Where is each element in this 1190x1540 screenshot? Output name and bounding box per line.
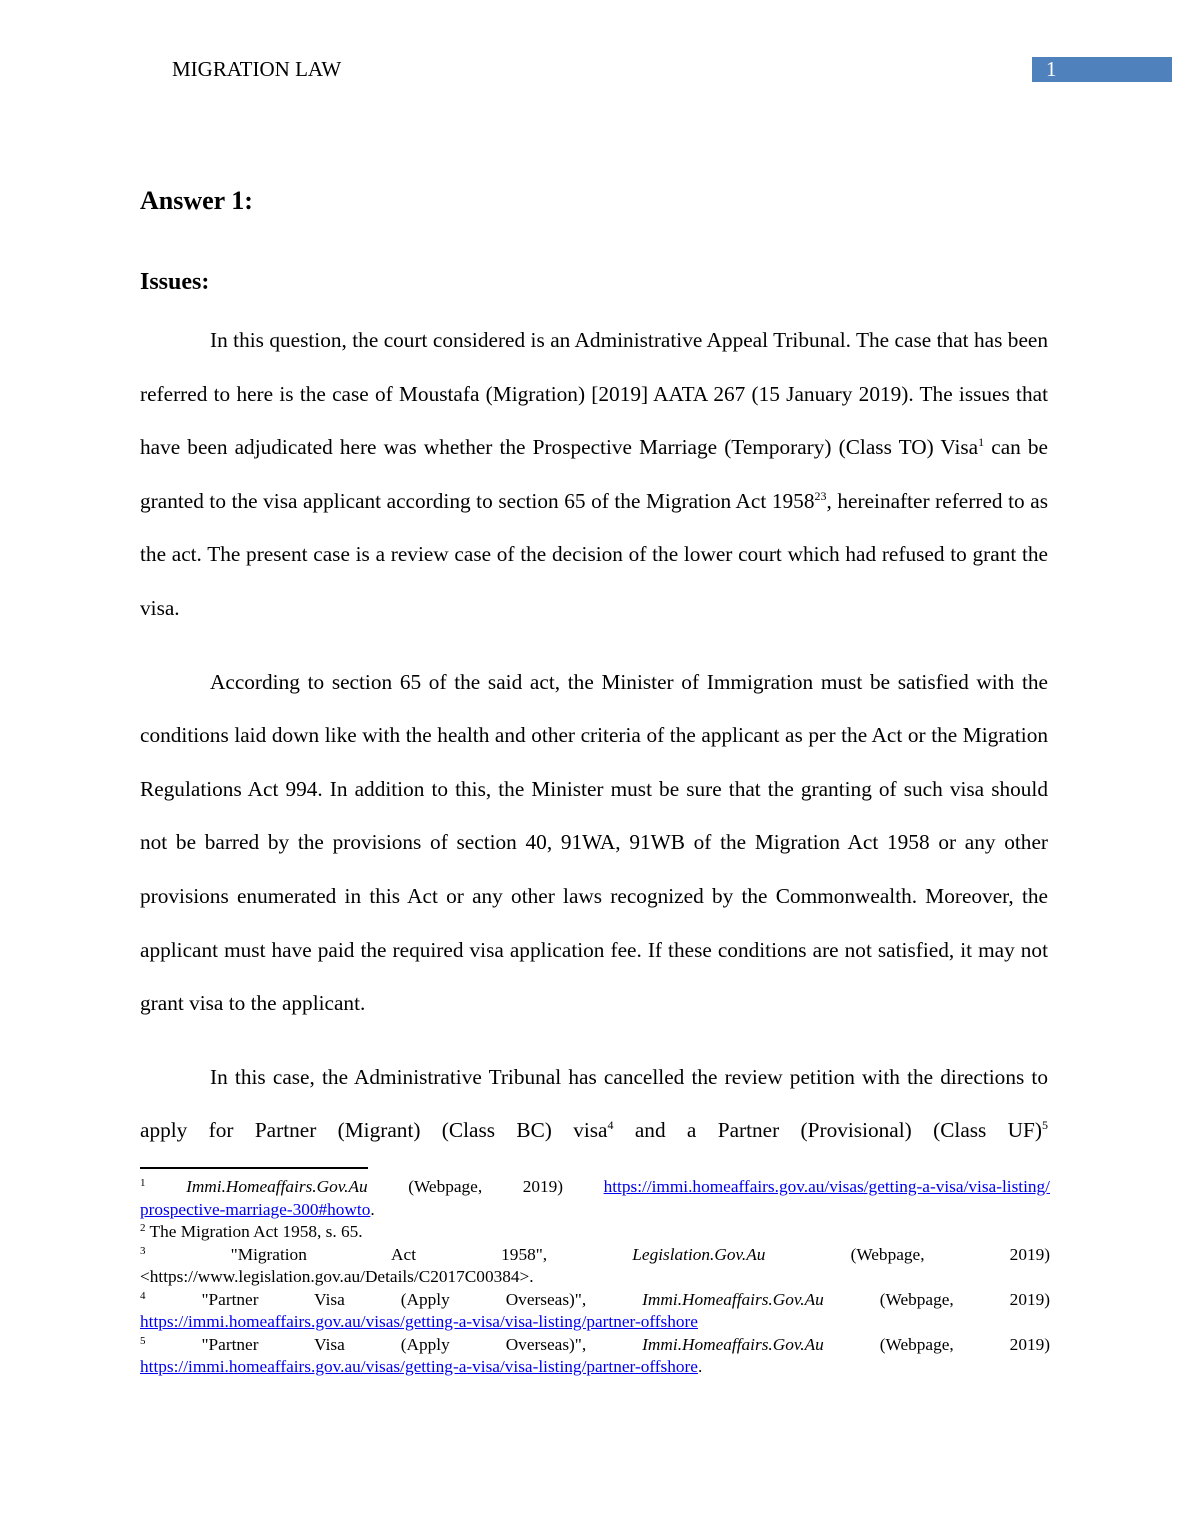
- footnote-ref[interactable]: 5: [1042, 1118, 1048, 1133]
- page-number: 1: [1032, 57, 1172, 82]
- heading-issues: Issues:: [140, 269, 210, 295]
- footnote-ref[interactable]: 4: [607, 1118, 614, 1133]
- footnote-link[interactable]: https://immi.homeaffairs.gov.au/visas/getting-a-visa/visa-listing/: [603, 1177, 1050, 1196]
- body-text: [140, 314, 1048, 1178]
- footnotes: $^1$ Immi.Homeaffairs.Gov.Au (Webpage, 2019) https://immi.homeaffairs.gov.au/visas/getting-a-visa/visa-listing/ prospective-marriage-300#howto. $^2$ The Migration Act 1958, s. 65. $^3$ "Migration Act 1958", Legislation.Gov.Au (Webpage, 2019) <https://www.legislation.gov.au/Details/C2017C00384>. $^4$ "Partner Visa (Apply Overseas)", Immi.Homeaffairs.Gov.Au (Webpage, 2019) https://immi.homeaffairs.gov.au/visas/getting-a-visa/visa-listing/partner-offshore $^5$ "Partner Visa (Apply Overseas)", Immi.Homeaffairs.Gov.Au (Webpage, 2019) https://immi.homeaffairs.gov.au/visas/getting-a-visa/visa-listing/partner-offshore.: [140, 1177, 1051, 1376]
- footnote-1: $^1$ Immi.Homeaffairs.Gov.Au (Webpage, 2019) https://immi.homeaffairs.gov.au/visas/getting-a-visa/visa-listing/: [140, 1177, 1050, 1196]
- paragraph-2: According to section 65 of the said act, the Minister of Immigration must be satisfied with the conditions laid down like with the health and other criteria of the applicant as per the Act or the Migration Regulations Act 994. In addition to this, the Minister must be sure that the granting of such visa should not be barred by the provisions of section 40, 91WA, 91WB of the Migration Act 1958 or any other provisions enumerated in this Act or any other laws recognized by the Commonwealth. Moreover, the applicant must have paid the required visa application fee. If these conditions are not satisfied, it may not grant visa to the applicant.: [140, 669, 1048, 1016]
- footnote-link[interactable]: https://immi.homeaffairs.gov.au/visas/getting-a-visa/visa-listing/partner-offshore: [140, 1312, 698, 1331]
- footnote-ref[interactable]: 23: [814, 488, 827, 503]
- paragraph-1: In this question, the court considered is an Administrative Appeal Tribunal. The case that has been referred to here is the case of Moustafa (Migration) [2019] AATA 267 (15 January 2019). The issues that have been adjudicated here was whether the Prospective Marriage (Temporary) (Class TO) Visa$^1$ can be granted to the visa applicant according to section 65 of the Migration Act 1958$^{23}$, hereinafter referred to as the act. The present case is a review case of the decision of the lower court which had refused to grant the visa.: [140, 328, 1048, 620]
- footnote-2: $^2$ The Migration Act 1958, s. 65.: [140, 1222, 363, 1241]
- footnote-separator: [140, 1167, 368, 1169]
- footnote-ref[interactable]: 1: [978, 435, 985, 450]
- paragraph-3: In this case, the Administrative Tribunal has cancelled the review petition with the directions to apply for Partner (Migrant) (Class BC) visa$^4$ and a Partner (Provisional) (Class UF)$^5$: [140, 1064, 1048, 1143]
- footnote-3: $^3$ "Migration Act 1958", Legislation.Gov.Au (Webpage, 2019): [140, 1244, 1050, 1264]
- footnote-4: $^4$ "Partner Visa (Apply Overseas)", Immi.Homeaffairs.Gov.Au (Webpage, 2019): [140, 1289, 1051, 1309]
- footnote-link[interactable]: https://immi.homeaffairs.gov.au/visas/getting-a-visa/visa-listing/partner-offshore: [140, 1357, 698, 1376]
- footnote-5: $^5$ "Partner Visa (Apply Overseas)", Immi.Homeaffairs.Gov.Au (Webpage, 2019): [140, 1334, 1051, 1354]
- running-header: MIGRATION LAW: [172, 57, 342, 81]
- footnote-link[interactable]: prospective-marriage-300#howto: [140, 1199, 371, 1219]
- heading-answer: Answer 1:: [140, 186, 253, 215]
